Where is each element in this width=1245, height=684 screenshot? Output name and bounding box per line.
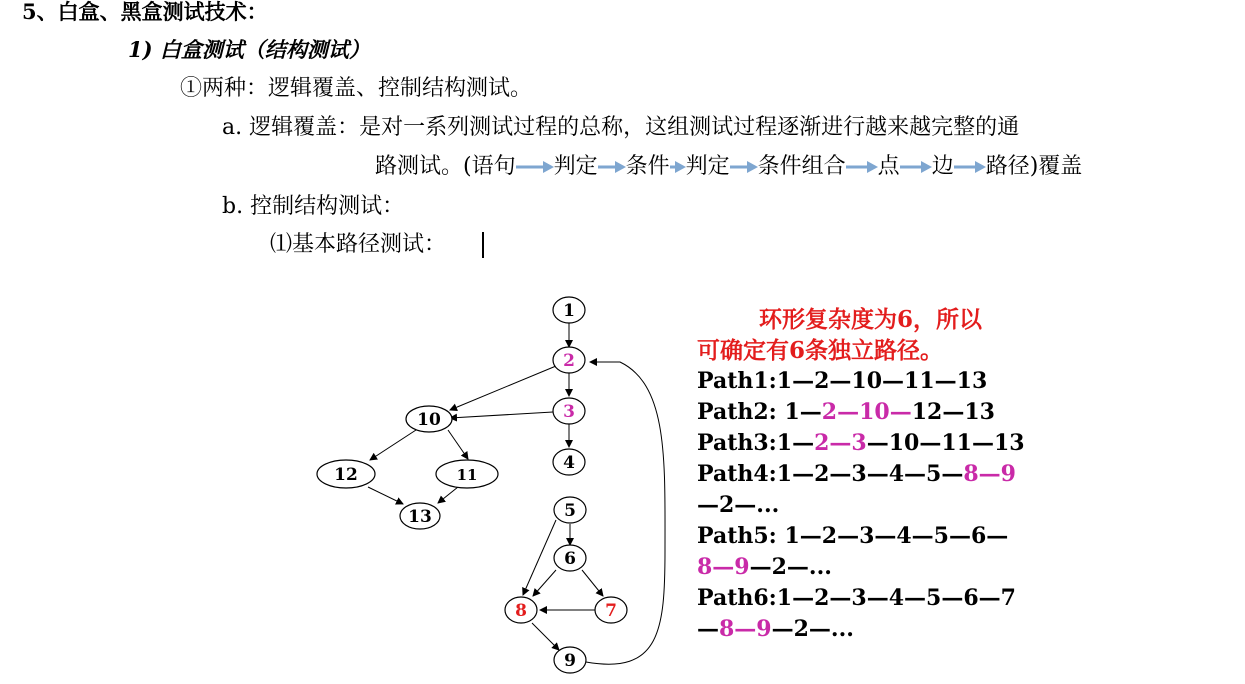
path-2 <box>697 397 1117 428</box>
graph-node-label: 5 <box>564 501 576 521</box>
path-segment: Path3:1— <box>697 430 815 456</box>
arrow-right-icon <box>954 160 986 174</box>
graph-node-label: 9 <box>564 651 576 671</box>
path-segment-highlight: 2—3 <box>814 430 867 456</box>
list-item-logic-coverage: a. 逻辑覆盖：是对一系列测试过程的总称，这组测试过程逐渐进行越来越完整的通 <box>222 115 1020 140</box>
edge-10-12 <box>370 430 416 460</box>
path-6: Path6:1—2—3—4—5—6—7 <box>697 585 1016 611</box>
coverage-sequence-line <box>375 153 1082 181</box>
path-1: Path1:1—2—10—11—13 <box>697 368 988 394</box>
path-segment: — <box>697 616 719 642</box>
independent-paths-block <box>697 304 1117 645</box>
sequence-item: 条件 <box>625 154 670 179</box>
arrow-right-icon <box>846 160 878 174</box>
path-5-continued <box>697 552 1117 583</box>
sequence-item: 条件组合 <box>757 154 846 179</box>
edge-6-8 <box>533 570 556 596</box>
graph-node-label: 7 <box>605 601 617 621</box>
path-3 <box>697 428 1117 459</box>
sequence-prefix: 路测试。( <box>375 154 472 179</box>
complexity-line-1: 环形复杂度为6，所以 <box>759 306 983 333</box>
section-heading: 5、白盒、黑盒测试技术： <box>22 0 268 24</box>
list-item-two-kinds: ①两种：逻辑覆盖、控制结构测试。 <box>180 76 533 101</box>
path-5: Path5: 1—2—3—4—5—6— <box>697 523 1009 549</box>
subsection-heading: 1) 白盒测试（结构测试） <box>128 37 370 62</box>
list-item-control-structure: b. 控制结构测试： <box>222 194 405 219</box>
path-segment: Path4:1—2—3—4—5— <box>697 461 964 487</box>
edge-5-8 <box>523 520 556 595</box>
graph-node-label: 4 <box>563 453 575 473</box>
graph-nodes <box>317 297 627 673</box>
graph-node-label: 3 <box>563 402 575 422</box>
edge-12-13 <box>368 487 403 504</box>
graph-node-label: 10 <box>417 410 441 430</box>
sequence-suffix: )覆盖 <box>1029 154 1083 179</box>
graph-node-label: 1 <box>563 301 575 321</box>
graph-node-label: 12 <box>334 465 358 485</box>
sequence-item: 边 <box>931 154 954 179</box>
path-segment: —2—... <box>749 554 832 580</box>
arrow-right-icon <box>730 160 758 174</box>
path-segment-highlight: 8—9 <box>697 554 750 580</box>
edge-8-9 <box>532 623 559 650</box>
sequence-item: 语句 <box>471 154 516 179</box>
graph-node-label: 8 <box>515 601 527 621</box>
sequence-item: 路径 <box>985 154 1030 179</box>
path-segment: —2—... <box>771 616 854 642</box>
path-segment-highlight: 8—9 <box>963 461 1016 487</box>
graph-node-label: 11 <box>456 466 478 484</box>
sequence-item: 点 <box>877 154 900 179</box>
path-4 <box>697 459 1117 490</box>
path-segment: —10—11—13 <box>866 430 1025 456</box>
flow-graph <box>300 290 680 680</box>
arrow-right-icon <box>670 160 686 174</box>
path-6-continued <box>697 614 1117 645</box>
edge-10-11 <box>448 430 468 459</box>
sequence-item: 判定 <box>685 154 730 179</box>
path-segment-highlight: 8—9 <box>719 616 772 642</box>
text-cursor <box>482 232 484 258</box>
graph-node-label: 2 <box>563 351 575 371</box>
edge-6-7 <box>582 570 603 596</box>
arrow-right-icon <box>516 160 554 174</box>
complexity-line-2: 可确定有6条独立路径。 <box>697 337 944 364</box>
sequence-item: 判定 <box>553 154 598 179</box>
graph-node-label: 6 <box>564 549 576 569</box>
edge-3-10 <box>450 412 553 418</box>
edge-11-13 <box>438 487 458 503</box>
path-segment: Path2: 1— <box>697 399 822 425</box>
graph-node-label: 13 <box>408 507 432 527</box>
arrow-right-icon <box>598 160 626 174</box>
path-4-continued: —2—... <box>697 492 780 518</box>
path-segment: 12—13 <box>911 399 995 425</box>
path-segment-highlight: 2—10— <box>821 399 912 425</box>
edge-9-2 <box>586 362 665 664</box>
arrow-right-icon <box>900 160 932 174</box>
list-item-basis-path: ⑴基本路径测试： <box>270 232 447 257</box>
edge-2-10 <box>450 366 556 410</box>
